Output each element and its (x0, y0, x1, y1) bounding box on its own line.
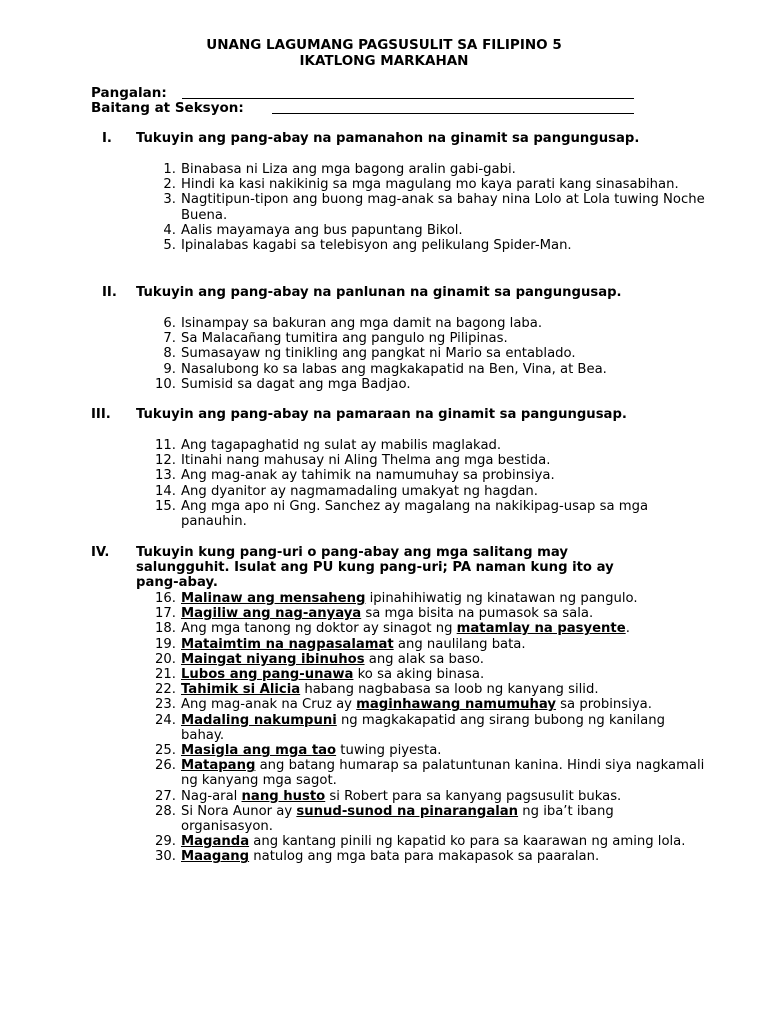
underlined-phrase: Maagang (181, 849, 250, 865)
list-item (146, 346, 706, 361)
underlined-phrase: Madaling nakumpuni (181, 712, 337, 728)
list-item (146, 713, 706, 743)
item-text: Hindi ka kasi nakikinig sa mga magulang mo kaya parati kang sinasabihan. (181, 177, 679, 193)
list-item (146, 606, 706, 621)
item-text-after: ang alak sa baso. (364, 651, 484, 667)
item-text-before: Nag-aral (181, 788, 242, 804)
underlined-phrase: Maganda (181, 834, 250, 850)
list-item (146, 316, 706, 331)
item-number: 8. (163, 346, 176, 362)
item-number: 26. (155, 758, 176, 774)
item-number: 21. (155, 667, 176, 683)
item-number: 6. (163, 316, 176, 331)
name-blank-line[interactable] (182, 98, 634, 99)
item-number: 13. (155, 468, 176, 484)
item-text: Nagtitipun-tipon ang buong mag-anak sa bahay nina Lolo at Lola tuwing Noche Buena. (181, 192, 705, 223)
question-list (146, 591, 706, 865)
item-text-after: ng magkakapatid ang sirang bubong ng kanilang bahay. (181, 712, 665, 743)
item-text: Nasalubong ko sa labas ang magkakapatid na Ben, Vina, at Bea. (181, 361, 607, 377)
list-item (146, 834, 706, 849)
list-item (146, 667, 706, 682)
list-item (146, 331, 706, 346)
item-number: 14. (155, 483, 176, 499)
item-number: 30. (155, 849, 176, 865)
underlined-phrase: Maingat niyang ibinuhos (181, 651, 365, 667)
item-text-after: si Robert para sa kanyang pagsusulit bukas. (325, 788, 622, 804)
underlined-phrase: Malinaw ang mensaheng (181, 591, 366, 606)
item-number: 1. (163, 162, 176, 177)
item-number: 27. (155, 788, 176, 804)
underlined-phrase: matamlay na pasyente (456, 621, 626, 637)
underlined-phrase: nang husto (241, 788, 326, 804)
name-label: Pangalan: (91, 85, 167, 101)
item-text-after: sa probinsiya. (555, 697, 652, 713)
item-text: Sa Malacañang tumitira ang pangulo ng Pilipinas. (181, 331, 508, 347)
item-text: Ipinalabas kagabi sa telebisyon ang pelikulang Spider-Man. (181, 238, 572, 254)
item-text-before: Ang mga tanong ng doktor ay sinagot ng (181, 621, 457, 637)
item-number: 24. (155, 712, 176, 728)
list-item (146, 804, 706, 834)
list-item (146, 438, 706, 453)
item-number: 7. (163, 331, 176, 347)
list-item (146, 377, 706, 392)
underlined-phrase: Magiliw ang nag-anyaya (181, 606, 362, 622)
item-number: 18. (155, 621, 176, 637)
list-item (146, 743, 706, 758)
section-number: III. (91, 407, 111, 422)
item-number: 15. (155, 498, 176, 514)
list-item (146, 238, 706, 253)
section-label: Baitang at Seksyon: (91, 100, 244, 116)
list-item (146, 162, 706, 177)
item-text-before: Ang mag-anak na Cruz ay (181, 697, 357, 713)
item-number: 20. (155, 651, 176, 667)
item-text-after: ang batang humarap sa palatuntunan kanina. Hindi siya nagkamali ng kanyang mga sagot. (181, 758, 705, 789)
item-text-after: ko sa aking binasa. (353, 667, 485, 683)
item-text-after: ipinahihiwatig ng kinatawan ng pangulo. (365, 591, 638, 606)
section-heading: Tukuyin ang pang-abay na pamanahon na ginamit sa pangungusap. (136, 131, 640, 146)
underlined-phrase: sunud-sunod na pinarangalan (296, 803, 519, 819)
list-item (146, 192, 706, 222)
item-number: 16. (155, 591, 176, 606)
item-number: 23. (155, 697, 176, 713)
list-item (146, 484, 706, 499)
underlined-phrase: Lubos ang pang-unawa (181, 667, 354, 683)
section-heading: Tukuyin ang pang-abay na panlunan na ginamit sa pangungusap. (136, 285, 622, 300)
item-text-after: sa mga bisita na pumasok sa sala. (361, 606, 594, 622)
item-number: 22. (155, 682, 176, 698)
list-item (146, 499, 706, 529)
list-item (146, 682, 706, 697)
item-text: Sumisid sa dagat ang mga Badjao. (181, 376, 411, 392)
item-text: Ang mga apo ni Gng. Sanchez ay magalang na nakikipag-usap sa mga panauhin. (181, 498, 649, 530)
list-item (146, 637, 706, 652)
item-text-after: habang nagbabasa sa loob ng kanyang silid. (300, 682, 599, 698)
item-number: 17. (155, 606, 176, 622)
item-text-after: ang kantang pinili ng kapatid ko para sa kaarawan ng aming lola. (249, 834, 686, 850)
section-number: II. (102, 285, 117, 300)
list-item (146, 362, 706, 377)
item-number: 28. (155, 803, 176, 819)
list-item (146, 621, 706, 636)
list-item (146, 849, 706, 864)
document-title: UNANG LAGUMANG PAGSUSULIT SA FILIPINO 5 (206, 37, 562, 53)
question-list (146, 162, 706, 253)
section-heading: Tukuyin kung pang-uri o pang-abay ang mga salitang may salungguhit. Isulat ang PU kung pang-uri; PA naman kung ito ay pang-abay. (136, 545, 614, 591)
item-text: Isinampay sa bakuran ang mga damit na bagong laba. (181, 316, 543, 331)
item-text-after: tuwing piyesta. (336, 743, 442, 759)
list-item (146, 177, 706, 192)
item-number: 4. (163, 222, 176, 238)
list-item (146, 591, 706, 606)
list-item (146, 789, 706, 804)
item-text-after: . (625, 621, 630, 637)
item-number: 5. (163, 238, 176, 254)
underlined-phrase: Tahimik si Alicia (181, 682, 301, 698)
section-blank-line[interactable] (272, 113, 634, 114)
section-number: IV. (91, 545, 110, 560)
section-heading: Tukuyin ang pang-abay na pamaraan na ginamit sa pangungusap. (136, 407, 627, 422)
item-text: Ang mag-anak ay tahimik na namumuhay sa probinsiya. (181, 468, 555, 484)
item-number: 12. (155, 453, 176, 469)
item-text: Ang tagapaghatid ng sulat ay mabilis maglakad. (181, 438, 502, 453)
item-number: 19. (155, 636, 176, 652)
item-number: 9. (163, 361, 176, 377)
item-number: 11. (155, 438, 176, 453)
document-subtitle: IKATLONG MARKAHAN (299, 53, 469, 69)
item-text-after: ng iba’t ibang organisasyon. (181, 803, 614, 835)
list-item (146, 453, 706, 468)
item-text: Sumasayaw ng tinikling ang pangkat ni Mario sa entablado. (181, 346, 576, 362)
section-number: I. (102, 131, 112, 146)
item-number: 25. (155, 743, 176, 759)
question-list (146, 316, 706, 392)
item-text: Ang dyanitor ay nagmamadaling umakyat ng hagdan. (181, 483, 538, 499)
item-text: Aalis mayamaya ang bus papuntang Bikol. (181, 222, 463, 238)
item-number: 2. (163, 177, 176, 193)
item-number: 29. (155, 834, 176, 850)
question-list (146, 438, 706, 529)
item-number: 10. (155, 376, 176, 392)
underlined-phrase: maginhawang namumuhay (356, 697, 556, 713)
list-item (146, 697, 706, 712)
item-text: Itinahi nang mahusay ni Aling Thelma ang mga bestida. (181, 453, 551, 469)
item-text-after: natulog ang mga bata para makapasok sa paaralan. (249, 849, 600, 865)
list-item (146, 758, 706, 788)
item-text-before: Si Nora Aunor ay (181, 803, 297, 819)
underlined-phrase: Matapang (181, 758, 256, 774)
item-number: 3. (163, 192, 176, 208)
item-text: Binabasa ni Liza ang mga bagong aralin gabi-gabi. (181, 162, 516, 177)
underlined-phrase: Mataimtim na nagpasalamat (181, 636, 394, 652)
item-text-after: ang naulilang bata. (393, 636, 526, 652)
list-item (146, 652, 706, 667)
list-item (146, 468, 706, 483)
list-item (146, 223, 706, 238)
underlined-phrase: Masigla ang mga tao (181, 743, 337, 759)
